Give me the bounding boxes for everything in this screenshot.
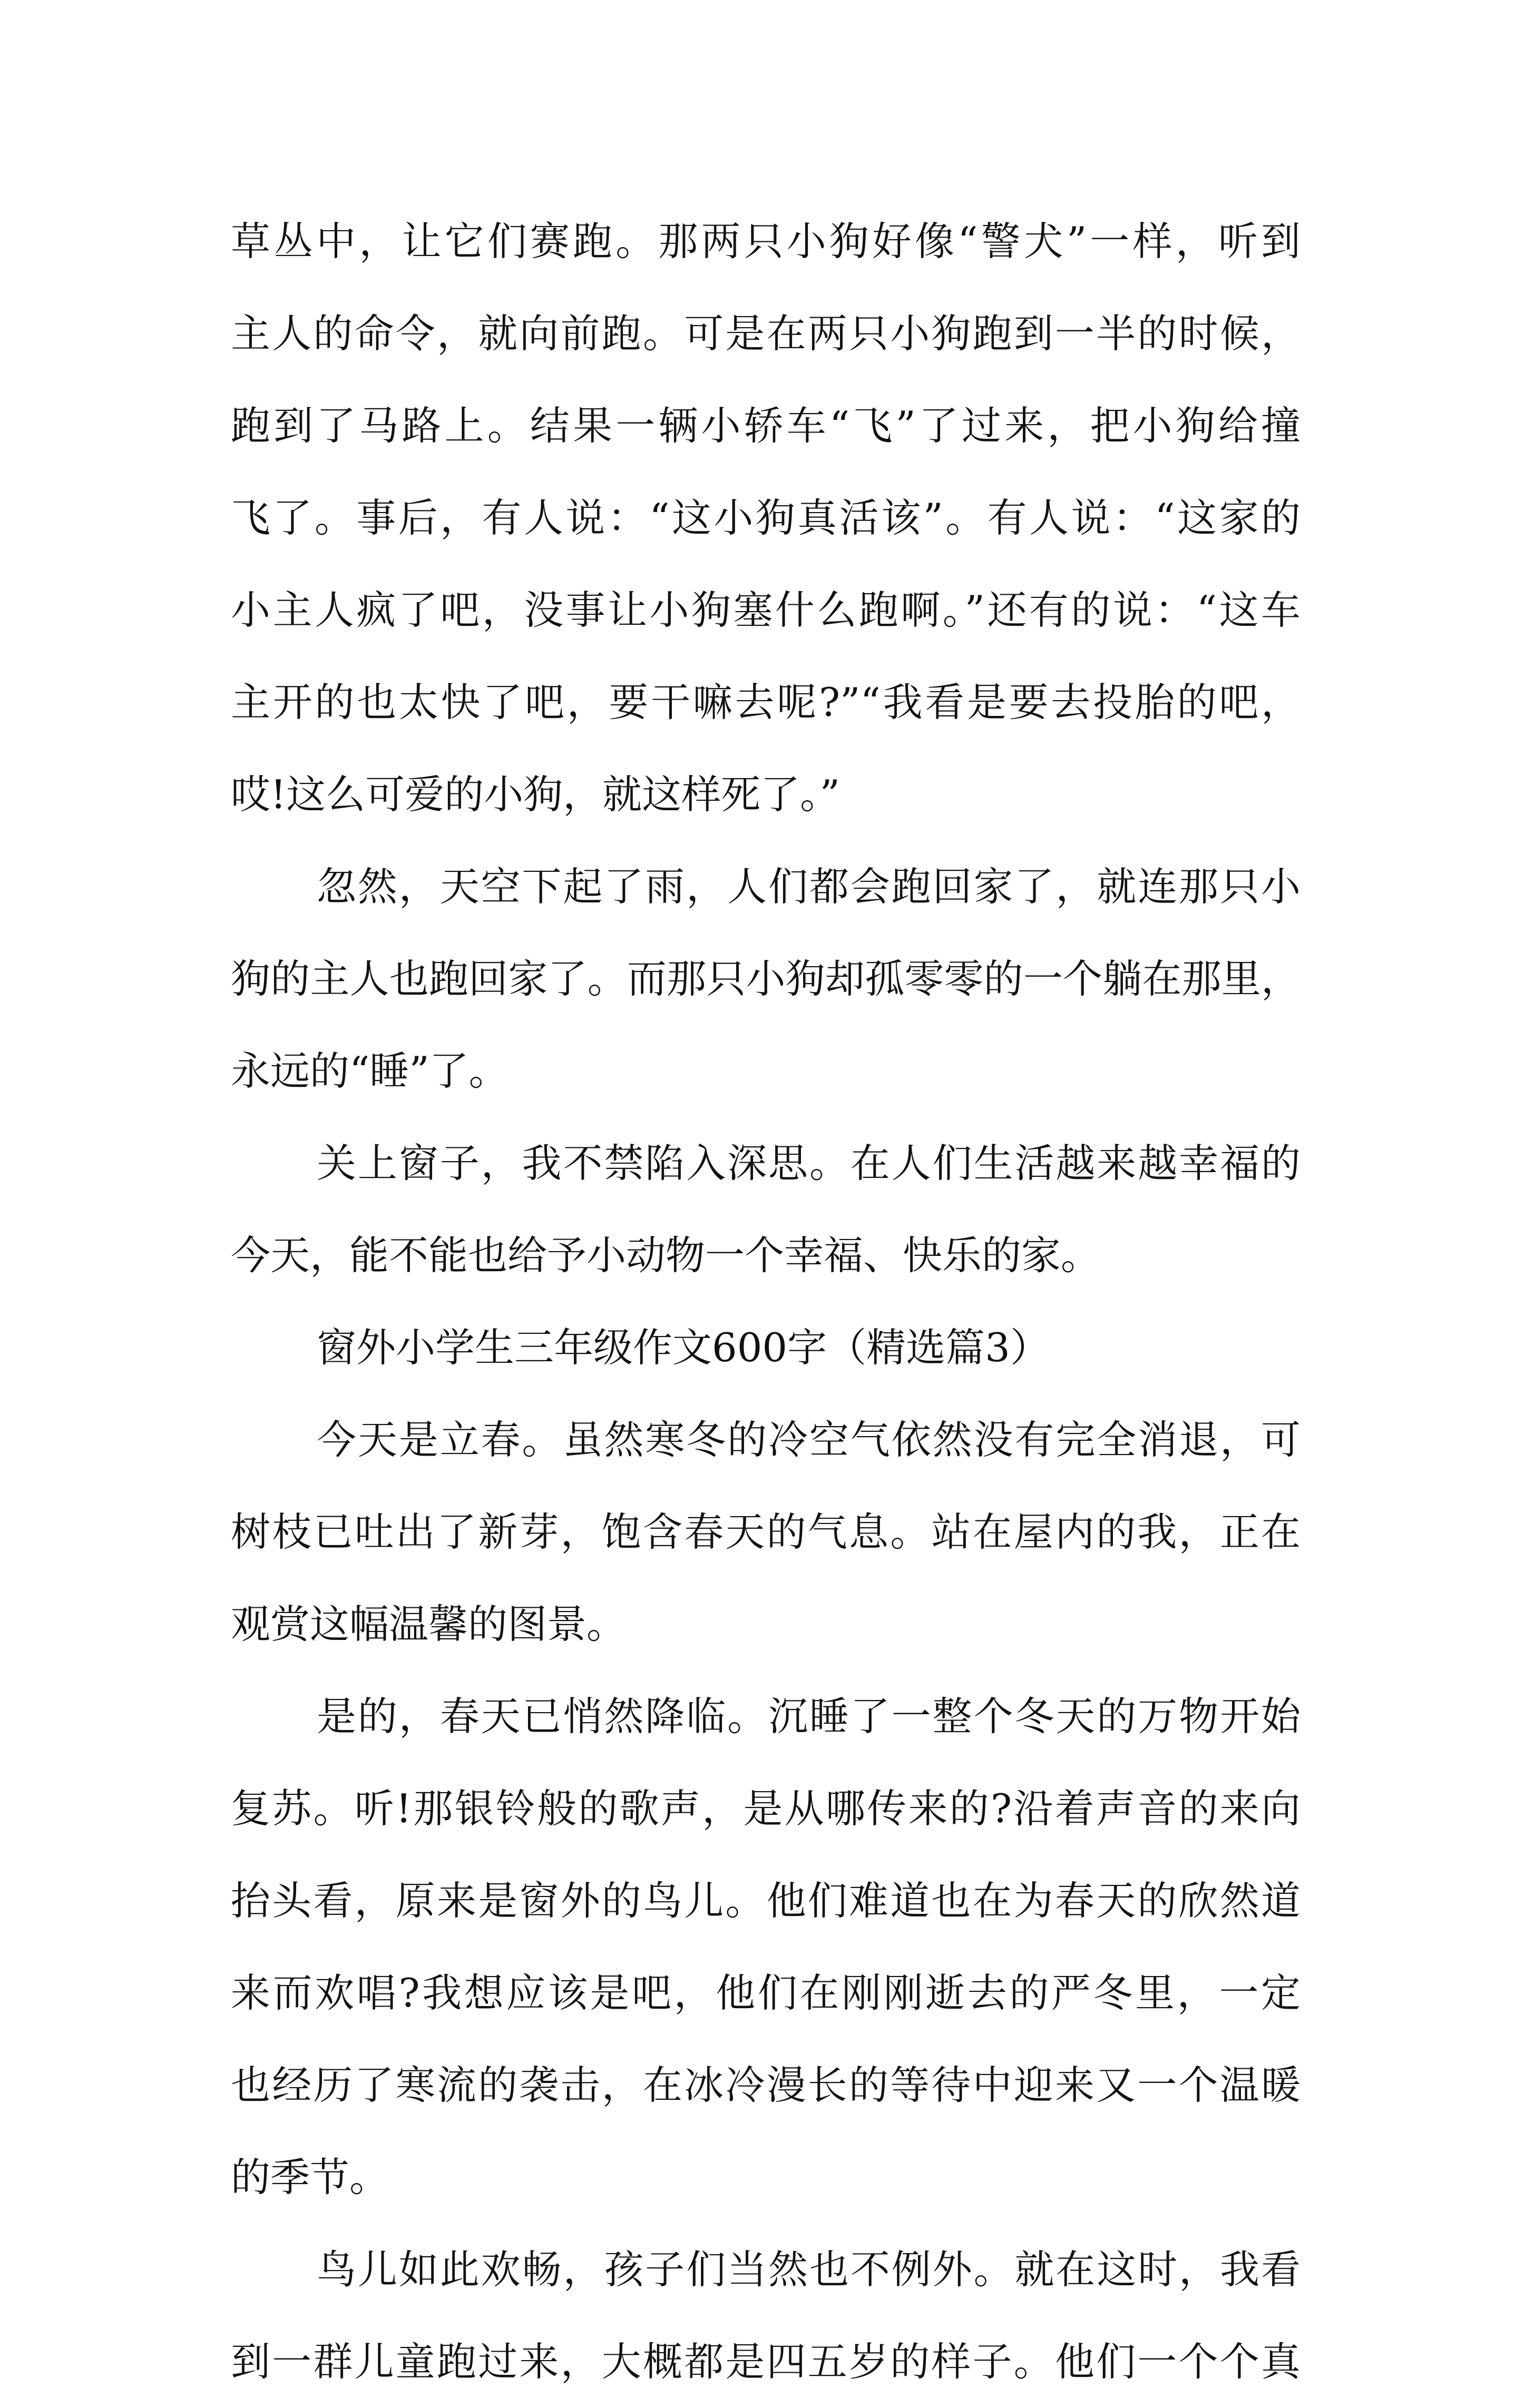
paragraph-start-line: 关上窗子，我不禁陷入深思。在人们生活越来越幸福的 — [317, 1140, 1301, 1186]
text-line: 复苏。听!那银铃般的歌声，是从哪传来的?沿着声音的来向 — [231, 1785, 1301, 1832]
text-line: 树枝已吐出了新芽，饱含春天的气息。站在屋内的我，正在 — [231, 1509, 1301, 1555]
text-line: 主人的命令，就向前跑。可是在两只小狗跑到一半的时候， — [231, 310, 1301, 357]
text-line: 的季节。 — [231, 2154, 389, 2200]
text-line: 哎!这么可爱的小狗，就这样死了。” — [231, 771, 840, 818]
text-line: 主开的也太快了吧，要干嘛去呢?”“我看是要去投胎的吧， — [231, 679, 1301, 725]
text-line: 也经历了寒流的袭击，在冰冷漫长的等待中迎来又一个温暖 — [231, 2062, 1301, 2108]
text-line: 今天，能不能也给予小动物一个幸福、快乐的家。 — [231, 1232, 1101, 1279]
text-line: 小主人疯了吧，没事让小狗塞什么跑啊。”还有的说：“这车 — [231, 587, 1301, 633]
text-line: 观赏这幅温馨的图景。 — [231, 1601, 627, 1647]
text-line: 跑到了马路上。结果一辆小轿车“飞”了过来，把小狗给撞 — [231, 402, 1301, 449]
section-heading: 窗外小学生三年级作文600字（精选篇3） — [317, 1324, 1050, 1371]
article-body — [231, 195, 1301, 2408]
paragraph-start-line: 是的，春天已悄然降临。沉睡了一整个冬天的万物开始 — [317, 1693, 1301, 1739]
text-line: 草丛中，让它们赛跑。那两只小狗好像“警犬”一样，听到 — [231, 218, 1301, 264]
paragraph-start-line: 鸟儿如此欢畅，孩子们当然也不例外。就在这时，我看 — [317, 2246, 1301, 2293]
text-line: 永远的“睡”了。 — [231, 1048, 509, 1094]
text-line: 来而欢唱?我想应该是吧，他们在刚刚逝去的严冬里，一定 — [231, 1970, 1301, 2016]
text-line: 狗的主人也跑回家了。而那只小狗却孤零零的一个躺在那里， — [231, 956, 1301, 1002]
text-line: 到一群儿童跑过来，大概都是四五岁的样子。他们一个个真 — [231, 2338, 1301, 2385]
text-line: 飞了。事后，有人说：“这小狗真活该”。有人说：“这家的 — [231, 495, 1301, 541]
text-line: 抬头看，原来是窗外的鸟儿。他们难道也在为春天的欣然道 — [231, 1878, 1301, 1924]
paragraph-start-line: 忽然，天空下起了雨，人们都会跑回家了，就连那只小 — [317, 863, 1301, 910]
paragraph-start-line: 今天是立春。虽然寒冬的冷空气依然没有完全消退，可 — [317, 1417, 1301, 1463]
